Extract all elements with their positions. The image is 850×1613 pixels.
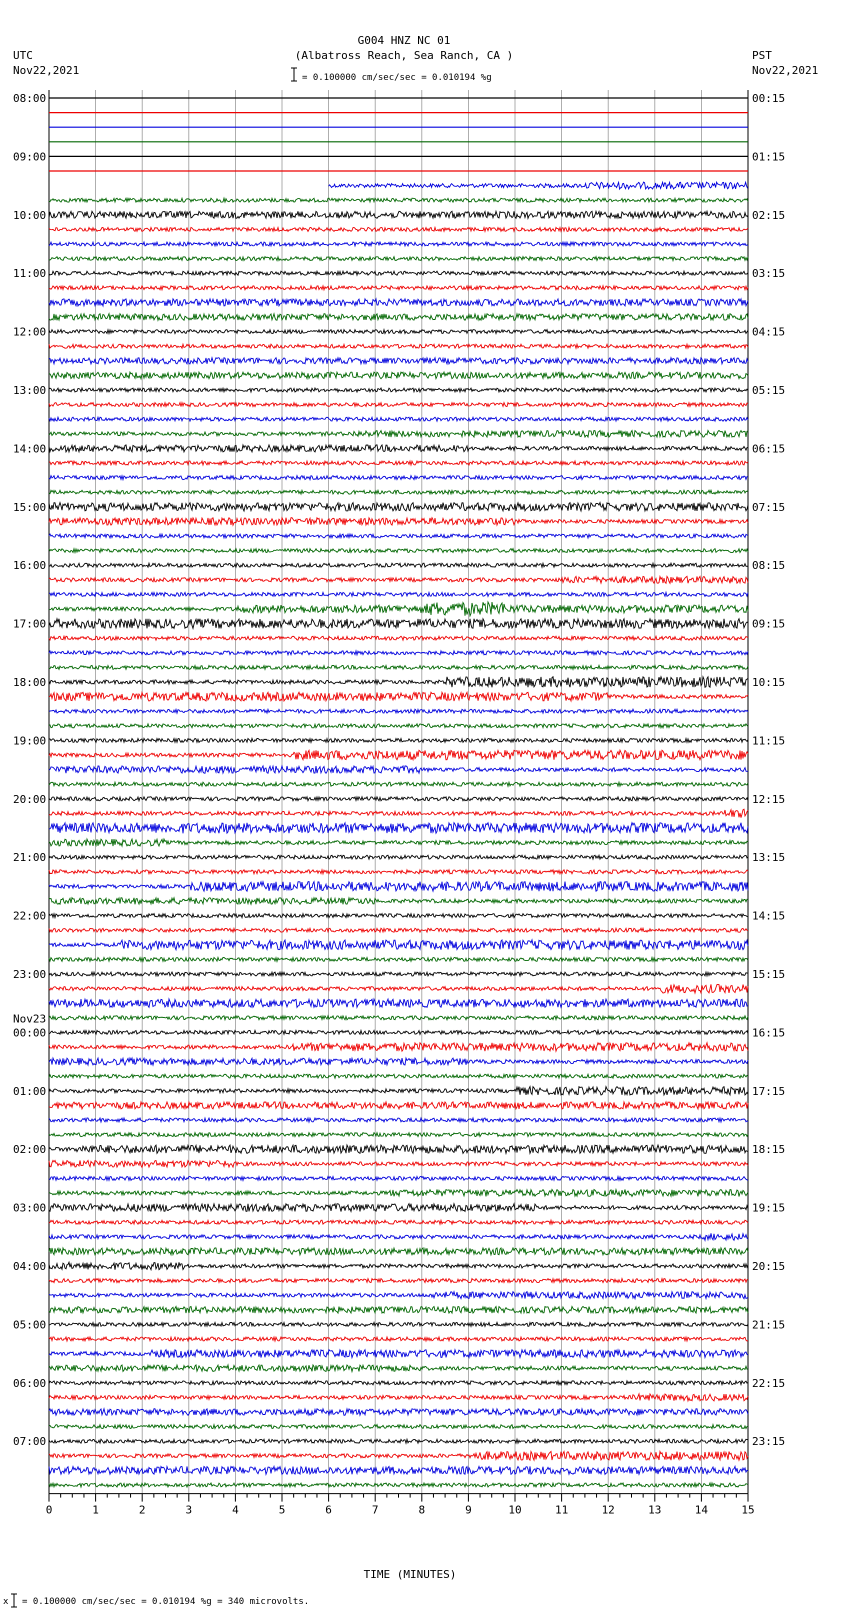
trace-row (49, 665, 748, 669)
left-date: Nov22,2021 (13, 64, 80, 77)
trace-row (49, 898, 748, 905)
trace-row (49, 1466, 748, 1474)
trace-row (49, 534, 748, 538)
trace-row (49, 1220, 748, 1224)
trace-row (49, 1307, 748, 1314)
trace-row (49, 344, 748, 348)
pst-time-label: 19:15 (752, 1201, 786, 1215)
trace-row (49, 1425, 748, 1429)
trace-row (49, 809, 748, 817)
trace-row (49, 403, 748, 407)
pst-time-label: 02:15 (752, 208, 786, 222)
utc-hour-labels (13, 92, 46, 1448)
trace-row (49, 431, 748, 438)
trace-row (49, 1133, 748, 1137)
chart-header (13, 34, 818, 83)
x-tick-label: 13 (648, 1503, 662, 1517)
pst-time-label: 04:15 (752, 325, 786, 339)
trace-row (49, 1189, 748, 1196)
x-tick-label: 8 (418, 1503, 426, 1517)
pst-time-label: 08:15 (752, 559, 786, 573)
trace-row (49, 445, 748, 452)
trace-row (49, 518, 748, 525)
utc-time-label: 00:00 (13, 1026, 47, 1040)
footer-scale-text: = 0.100000 cm/sec/sec = 0.010194 %g = 340 microvolts. (22, 1597, 310, 1607)
right-timezone: PST (752, 49, 772, 62)
trace-row (49, 1145, 748, 1153)
x-tick-label: 3 (185, 1503, 193, 1517)
x-tick-label: 12 (601, 1503, 615, 1517)
pst-time-label: 17:15 (752, 1084, 786, 1098)
trace-row (49, 358, 748, 364)
trace-row (49, 242, 748, 246)
trace-row (49, 257, 748, 261)
pst-time-label: 05:15 (752, 384, 786, 397)
trace-row (49, 1030, 748, 1034)
x-tick-label: 4 (232, 1503, 239, 1517)
trace-row (49, 1292, 748, 1299)
pst-time-label: 18:15 (752, 1143, 786, 1157)
trace-row (49, 1058, 748, 1065)
pst-time-label: 15:15 (752, 968, 786, 981)
x-tick-label: 1 (92, 1503, 99, 1517)
time-axis (46, 1494, 755, 1517)
trace-row (49, 677, 748, 687)
trace-row (49, 1381, 748, 1385)
trace-row (49, 330, 748, 334)
utc-time-label: 22:00 (13, 909, 47, 923)
trace-row (49, 766, 748, 773)
pst-time-label: 21:15 (752, 1318, 786, 1332)
trace-row (49, 1233, 748, 1240)
trace-row (49, 782, 748, 786)
pst-time-label: 06:15 (752, 442, 786, 456)
trace-row (49, 1248, 748, 1255)
trace-row (49, 417, 748, 421)
trace-row (49, 1087, 748, 1095)
utc-time-label: 04:00 (13, 1260, 47, 1273)
utc-time-label: 01:00 (13, 1084, 47, 1098)
x-tick-label: 10 (508, 1503, 522, 1517)
trace-row (49, 503, 748, 511)
trace-row (49, 1350, 748, 1358)
scale-text: = 0.100000 cm/sec/sec = 0.010194 %g (302, 73, 492, 83)
trace-row (49, 271, 748, 275)
trace-row (49, 1262, 748, 1269)
trace-row (49, 957, 748, 961)
trace-row (49, 476, 748, 480)
trace-row (49, 738, 748, 742)
left-timezone: UTC (13, 49, 33, 62)
trace-row (49, 870, 748, 874)
utc-time-label: 19:00 (13, 734, 47, 748)
trace-row (49, 823, 748, 834)
utc-time-label: 07:00 (13, 1435, 47, 1449)
trace-row (49, 999, 748, 1007)
trace-row (49, 388, 748, 392)
utc-time-label: 21:00 (13, 851, 47, 865)
trace-row (49, 286, 748, 290)
pst-time-label: 01:15 (752, 150, 786, 164)
utc-time-label: 12:00 (13, 325, 47, 339)
trace-row (49, 750, 748, 760)
trace-row (49, 490, 748, 494)
pst-time-label: 03:15 (752, 267, 786, 281)
pst-time-label: 11:15 (752, 734, 786, 748)
utc-time-label: 18:00 (13, 676, 47, 689)
x-tick-label: 6 (325, 1503, 332, 1517)
trace-row (49, 1160, 748, 1167)
pst-time-label: 13:15 (752, 851, 786, 865)
x-tick-label: 2 (138, 1503, 146, 1517)
trace-row (329, 182, 748, 189)
station-location: (Albatross Reach, Sea Ranch, CA ) (294, 49, 514, 62)
trace-row (49, 592, 748, 596)
footer-mark: x (3, 1597, 9, 1607)
utc-time-label: 08:00 (13, 92, 47, 105)
trace-row (49, 839, 748, 846)
trace-row (49, 227, 748, 231)
pst-time-label: 20:15 (752, 1260, 786, 1273)
trace-row (49, 576, 748, 583)
trace-row (49, 299, 748, 306)
x-axis-label: TIME (MINUTES) (363, 1568, 457, 1581)
utc-time-label: 09:00 (13, 150, 47, 164)
trace-row (49, 1337, 748, 1341)
trace-row (49, 619, 748, 629)
trace-row (49, 563, 748, 567)
x-tick-label: 11 (554, 1503, 569, 1517)
utc-time-label: 05:00 (13, 1318, 47, 1332)
utc-time-label: 10:00 (13, 208, 47, 222)
trace-row (49, 198, 748, 202)
trace-row (49, 692, 748, 701)
trace-row (49, 1176, 748, 1180)
pst-time-label: 16:15 (752, 1026, 786, 1040)
x-tick-label: 0 (45, 1503, 53, 1517)
utc-time-label: 14:00 (13, 442, 47, 456)
trace-row (49, 1322, 748, 1326)
trace-row (49, 314, 748, 321)
trace-row (49, 855, 748, 859)
trace-row (49, 1394, 748, 1401)
trace-row (49, 724, 748, 728)
trace-row (49, 1074, 748, 1078)
x-tick-label: 15 (741, 1503, 755, 1517)
trace-row (49, 797, 748, 801)
utc-time-label: 02:00 (13, 1143, 47, 1157)
utc-time-label: 11:00 (13, 267, 47, 281)
trace-row (49, 1279, 748, 1283)
pst-time-label: 14:15 (752, 909, 786, 923)
pst-time-label: 00:15 (752, 92, 786, 105)
pst-time-label: 12:15 (752, 792, 786, 806)
trace-row (49, 549, 748, 553)
trace-row (49, 940, 748, 950)
trace-row (49, 1118, 748, 1122)
x-tick-label: 5 (278, 1503, 286, 1517)
utc-time-label: 20:00 (13, 792, 47, 806)
utc-time-label: 13:00 (13, 384, 47, 397)
footer-scale-bar-icon (11, 1594, 17, 1607)
x-tick-label: 9 (465, 1503, 472, 1517)
trace-row (49, 882, 748, 892)
trace-row (49, 709, 748, 713)
trace-row (49, 984, 748, 993)
trace-row (49, 1016, 748, 1020)
trace-row (49, 1043, 748, 1051)
station-title: G004 HNZ NC 01 (357, 34, 451, 47)
footer-scale (3, 1594, 309, 1607)
pst-time-label: 22:15 (752, 1376, 786, 1390)
pst-time-label: 23:15 (752, 1435, 786, 1449)
right-date: Nov22,2021 (752, 64, 819, 77)
utc-time-label: 17:00 (13, 617, 47, 631)
utc-time-label: 23:00 (13, 968, 47, 981)
trace-row (49, 372, 748, 379)
trace-row (49, 651, 748, 655)
x-tick-label: 7 (371, 1503, 379, 1517)
trace-row (49, 602, 748, 616)
scale-bar-icon (291, 68, 297, 81)
trace-row (49, 1102, 748, 1109)
x-tick-label: 14 (694, 1503, 709, 1517)
trace-row (49, 1439, 748, 1443)
trace-row (49, 461, 748, 465)
trace-row (49, 1204, 748, 1212)
trace-row (49, 1451, 748, 1460)
trace-row (49, 972, 748, 976)
pst-time-label: 07:15 (752, 500, 786, 514)
utc-time-label: 03:00 (13, 1201, 47, 1215)
pst-time-label: 10:15 (752, 676, 786, 689)
utc-time-label: 16:00 (13, 559, 47, 573)
utc-time-label: 06:00 (13, 1376, 47, 1390)
trace-row (49, 1409, 748, 1416)
pst-time-label: 09:15 (752, 617, 786, 631)
trace-rows (49, 98, 748, 1487)
trace-row (49, 636, 748, 640)
trace-row (49, 914, 748, 918)
trace-row (49, 928, 748, 932)
trace-row (49, 1365, 748, 1372)
utc-time-label: 15:00 (13, 500, 47, 514)
trace-row (49, 1483, 748, 1487)
trace-row (49, 211, 748, 218)
pst-hour-labels (752, 92, 785, 1448)
date-change-label: Nov23 (13, 1012, 47, 1026)
